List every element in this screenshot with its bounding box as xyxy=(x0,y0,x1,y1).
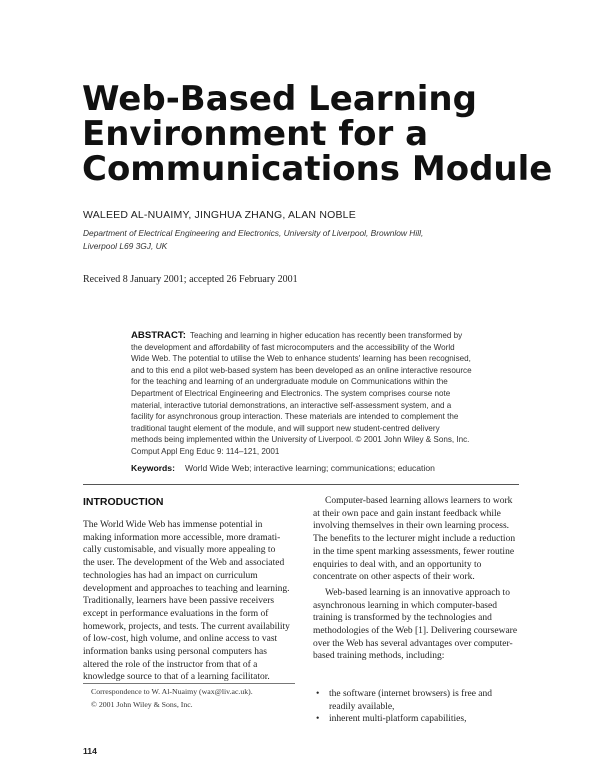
section-heading: INTRODUCTION xyxy=(83,496,164,508)
body-line: asynchronous learning in which computer-based xyxy=(313,600,497,611)
keywords-text: World Wide Web; interactive learning; communications; education xyxy=(184,463,435,473)
body-line: based training methods, including: xyxy=(313,651,445,662)
section-divider xyxy=(83,484,519,485)
body-line: homework, projects, and tests. The current availability xyxy=(83,621,290,632)
body-line: information banks using personal computers has xyxy=(83,647,267,658)
footnote-copyright: © 2001 John Wiley & Sons, Inc. xyxy=(91,699,193,709)
body-line: the user. The development of the Web and associated xyxy=(83,558,285,569)
body-line: concentrate on other aspects of their work. xyxy=(313,572,475,583)
body-line: technologies has had an impact on curriculum xyxy=(83,570,258,581)
article-title xyxy=(82,79,562,189)
keywords xyxy=(131,463,435,473)
title-line: Communications Module xyxy=(82,149,553,189)
body-line: in the time spent marking assessments, fewer routine xyxy=(313,546,515,557)
affiliation-line: Liverpool L69 3GJ, UK xyxy=(83,241,168,251)
list-item xyxy=(316,713,521,726)
body-line: The benefits to the lecturer might include a reduction xyxy=(313,534,516,545)
abstract-label: ABSTRACT: xyxy=(131,330,186,341)
body-line: Web-based learning is an innovative approach to xyxy=(325,587,510,598)
list-item-line: readily available, xyxy=(329,701,395,712)
bullet-list xyxy=(316,688,521,726)
abstract-line: methods being implemented within the University of Liverpool. © 2001 John Wiley & Sons, Inc. xyxy=(131,435,470,445)
left-column-text xyxy=(83,519,295,684)
body-line: Computer-based learning allows learners to work xyxy=(325,496,513,506)
abstract-line: Wide Web. The potential to utilise the Web to enhance students' learning has been recognised, xyxy=(131,354,471,364)
abstract-line: traditional taught element of the module, and will support new student-centred delivery xyxy=(131,423,440,433)
abstract-line: the development and affordability of fast microcomputers and the accessibility of the World xyxy=(131,342,455,352)
body-line: enquiries to deal with, and an opportunity to xyxy=(313,559,482,570)
received-dates: Received 8 January 2001; accepted 26 February 2001 xyxy=(83,274,298,285)
abstract-text: Teaching and learning in higher education has recently been transformed by xyxy=(189,331,463,340)
list-item xyxy=(316,688,521,713)
body-line: except in performance evaluations in the form of xyxy=(83,608,269,619)
body-line: of low-cost, high volume, and online access to vast xyxy=(83,634,278,645)
body-line: development and approaches to teaching and learning. xyxy=(83,583,290,594)
body-line: methodologies of the Web [1]. Delivering courseware xyxy=(313,626,518,637)
page-number: 114 xyxy=(83,746,97,756)
list-item-line: the software (internet browsers) is free and xyxy=(329,689,493,699)
body-line: involving themselves in their own learning process. xyxy=(313,521,510,532)
body-line: altered the role of the instructor from that of a xyxy=(83,659,258,670)
abstract-block xyxy=(131,330,493,458)
title-line: Environment for a xyxy=(82,114,429,154)
abstract-line xyxy=(131,330,493,342)
body-line: cally customisable, and visually more appealing to xyxy=(83,545,276,556)
title-line: Web-Based Learning xyxy=(82,79,477,119)
footnote-correspondence: Correspondence to W. Al-Nuaimy (wax@liv.ac.uk). xyxy=(91,687,253,696)
affiliation xyxy=(83,227,503,253)
abstract-line: and to this end a pilot web-based system has been developed as an online interactive resource xyxy=(131,365,472,375)
abstract-line: Department of Electrical Engineering and Electronics. The system comprises course note xyxy=(131,388,451,398)
body-line: making information more accessible, more dramati- xyxy=(83,532,281,543)
body-line: at their own pace and gain instant feedback while xyxy=(313,508,501,519)
abstract-line: Comput Appl Eng Educ 9: 114–121, 2001 xyxy=(131,446,280,456)
author-list: WALEED AL-NUAIMY, JINGHUA ZHANG, ALAN NOBLE xyxy=(83,209,356,221)
body-line: Traditionally, learners have been passive receivers xyxy=(83,596,275,607)
abstract-line: material, interactive tutorial demonstrations, an interactive self-assessment system, and a xyxy=(131,400,452,410)
list-item-line: inherent multi-platform capabilities, xyxy=(329,714,467,725)
bullet-icon: • xyxy=(316,689,320,699)
body-line: knowledge source to that of a learning facilitator. xyxy=(83,672,270,683)
body-line: The World Wide Web has immense potential in xyxy=(83,520,263,530)
abstract-line: for the teaching and learning of an undergraduate module on Communications within the xyxy=(131,377,448,387)
bullet-icon: • xyxy=(316,714,320,725)
affiliation-line: Department of Electrical Engineering and Electronics, University of Liverpool, Brownlow Hill, xyxy=(83,228,424,238)
body-line: training is transformed by the technologies and xyxy=(313,613,492,624)
footnote-divider xyxy=(83,683,295,684)
abstract-line: facility for asynchronous group interaction. These materials are intended to complement the xyxy=(131,412,459,422)
footnotes xyxy=(91,686,253,711)
right-column-text xyxy=(313,495,523,663)
keywords-label: Keywords: xyxy=(131,463,175,473)
body-line: over the Web has several advantages over computer- xyxy=(313,638,513,649)
